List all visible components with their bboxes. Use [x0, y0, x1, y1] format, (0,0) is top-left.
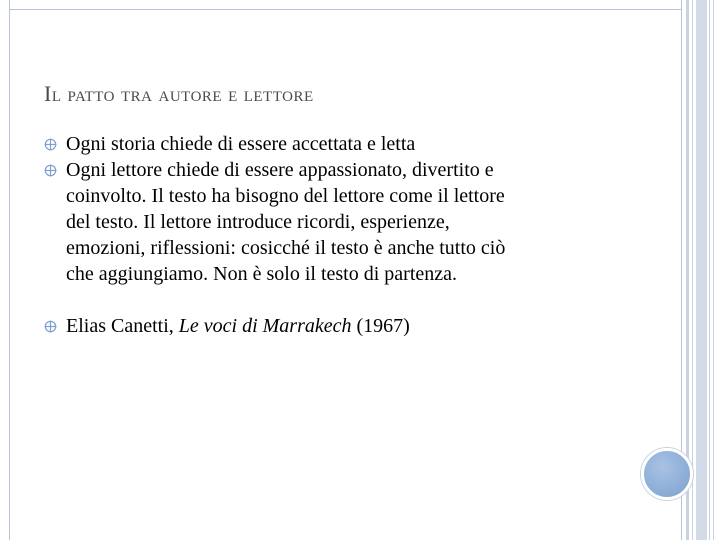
right-stripe [696, 0, 707, 540]
bullet-text-line: che aggiungiamo. Non è solo il testo di partenza. [66, 263, 458, 285]
frame-left-line [9, 0, 10, 540]
right-stripe [709, 0, 710, 540]
bullet-item [44, 131, 604, 157]
crosshair-circle-icon [44, 164, 57, 177]
citation-book-title: Le voci di Marrakech [178, 315, 352, 337]
crosshair-circle-icon [44, 138, 57, 151]
bullet-text-line: coinvolto. Il testo ha bisogno del lettore come il lettore [66, 185, 505, 207]
decorative-circle [641, 448, 693, 500]
bullet-text-line: emozioni, riflessioni: cosicché il testo è anche tutto ciò [66, 237, 506, 259]
bullet-text-line: Ogni lettore chiede di essere appassionato, divertito e [66, 159, 494, 181]
bullet-item [44, 157, 604, 287]
bullet-item [44, 313, 604, 339]
frame-top-line [9, 9, 681, 10]
bullet-list [44, 131, 604, 339]
bullet-text-line: del testo. Il lettore introduce ricordi, esperienze, [66, 211, 450, 233]
crosshair-circle-icon [44, 320, 57, 333]
slide-title: Il patto tra autore e lettore [44, 81, 314, 106]
bullet-text: Ogni storia chiede di essere accettata e letta [66, 133, 416, 155]
right-stripe [692, 0, 693, 540]
citation-year: (1967) [351, 315, 410, 337]
right-stripe [713, 0, 714, 540]
citation-author: Elias Canetti, [66, 315, 179, 337]
